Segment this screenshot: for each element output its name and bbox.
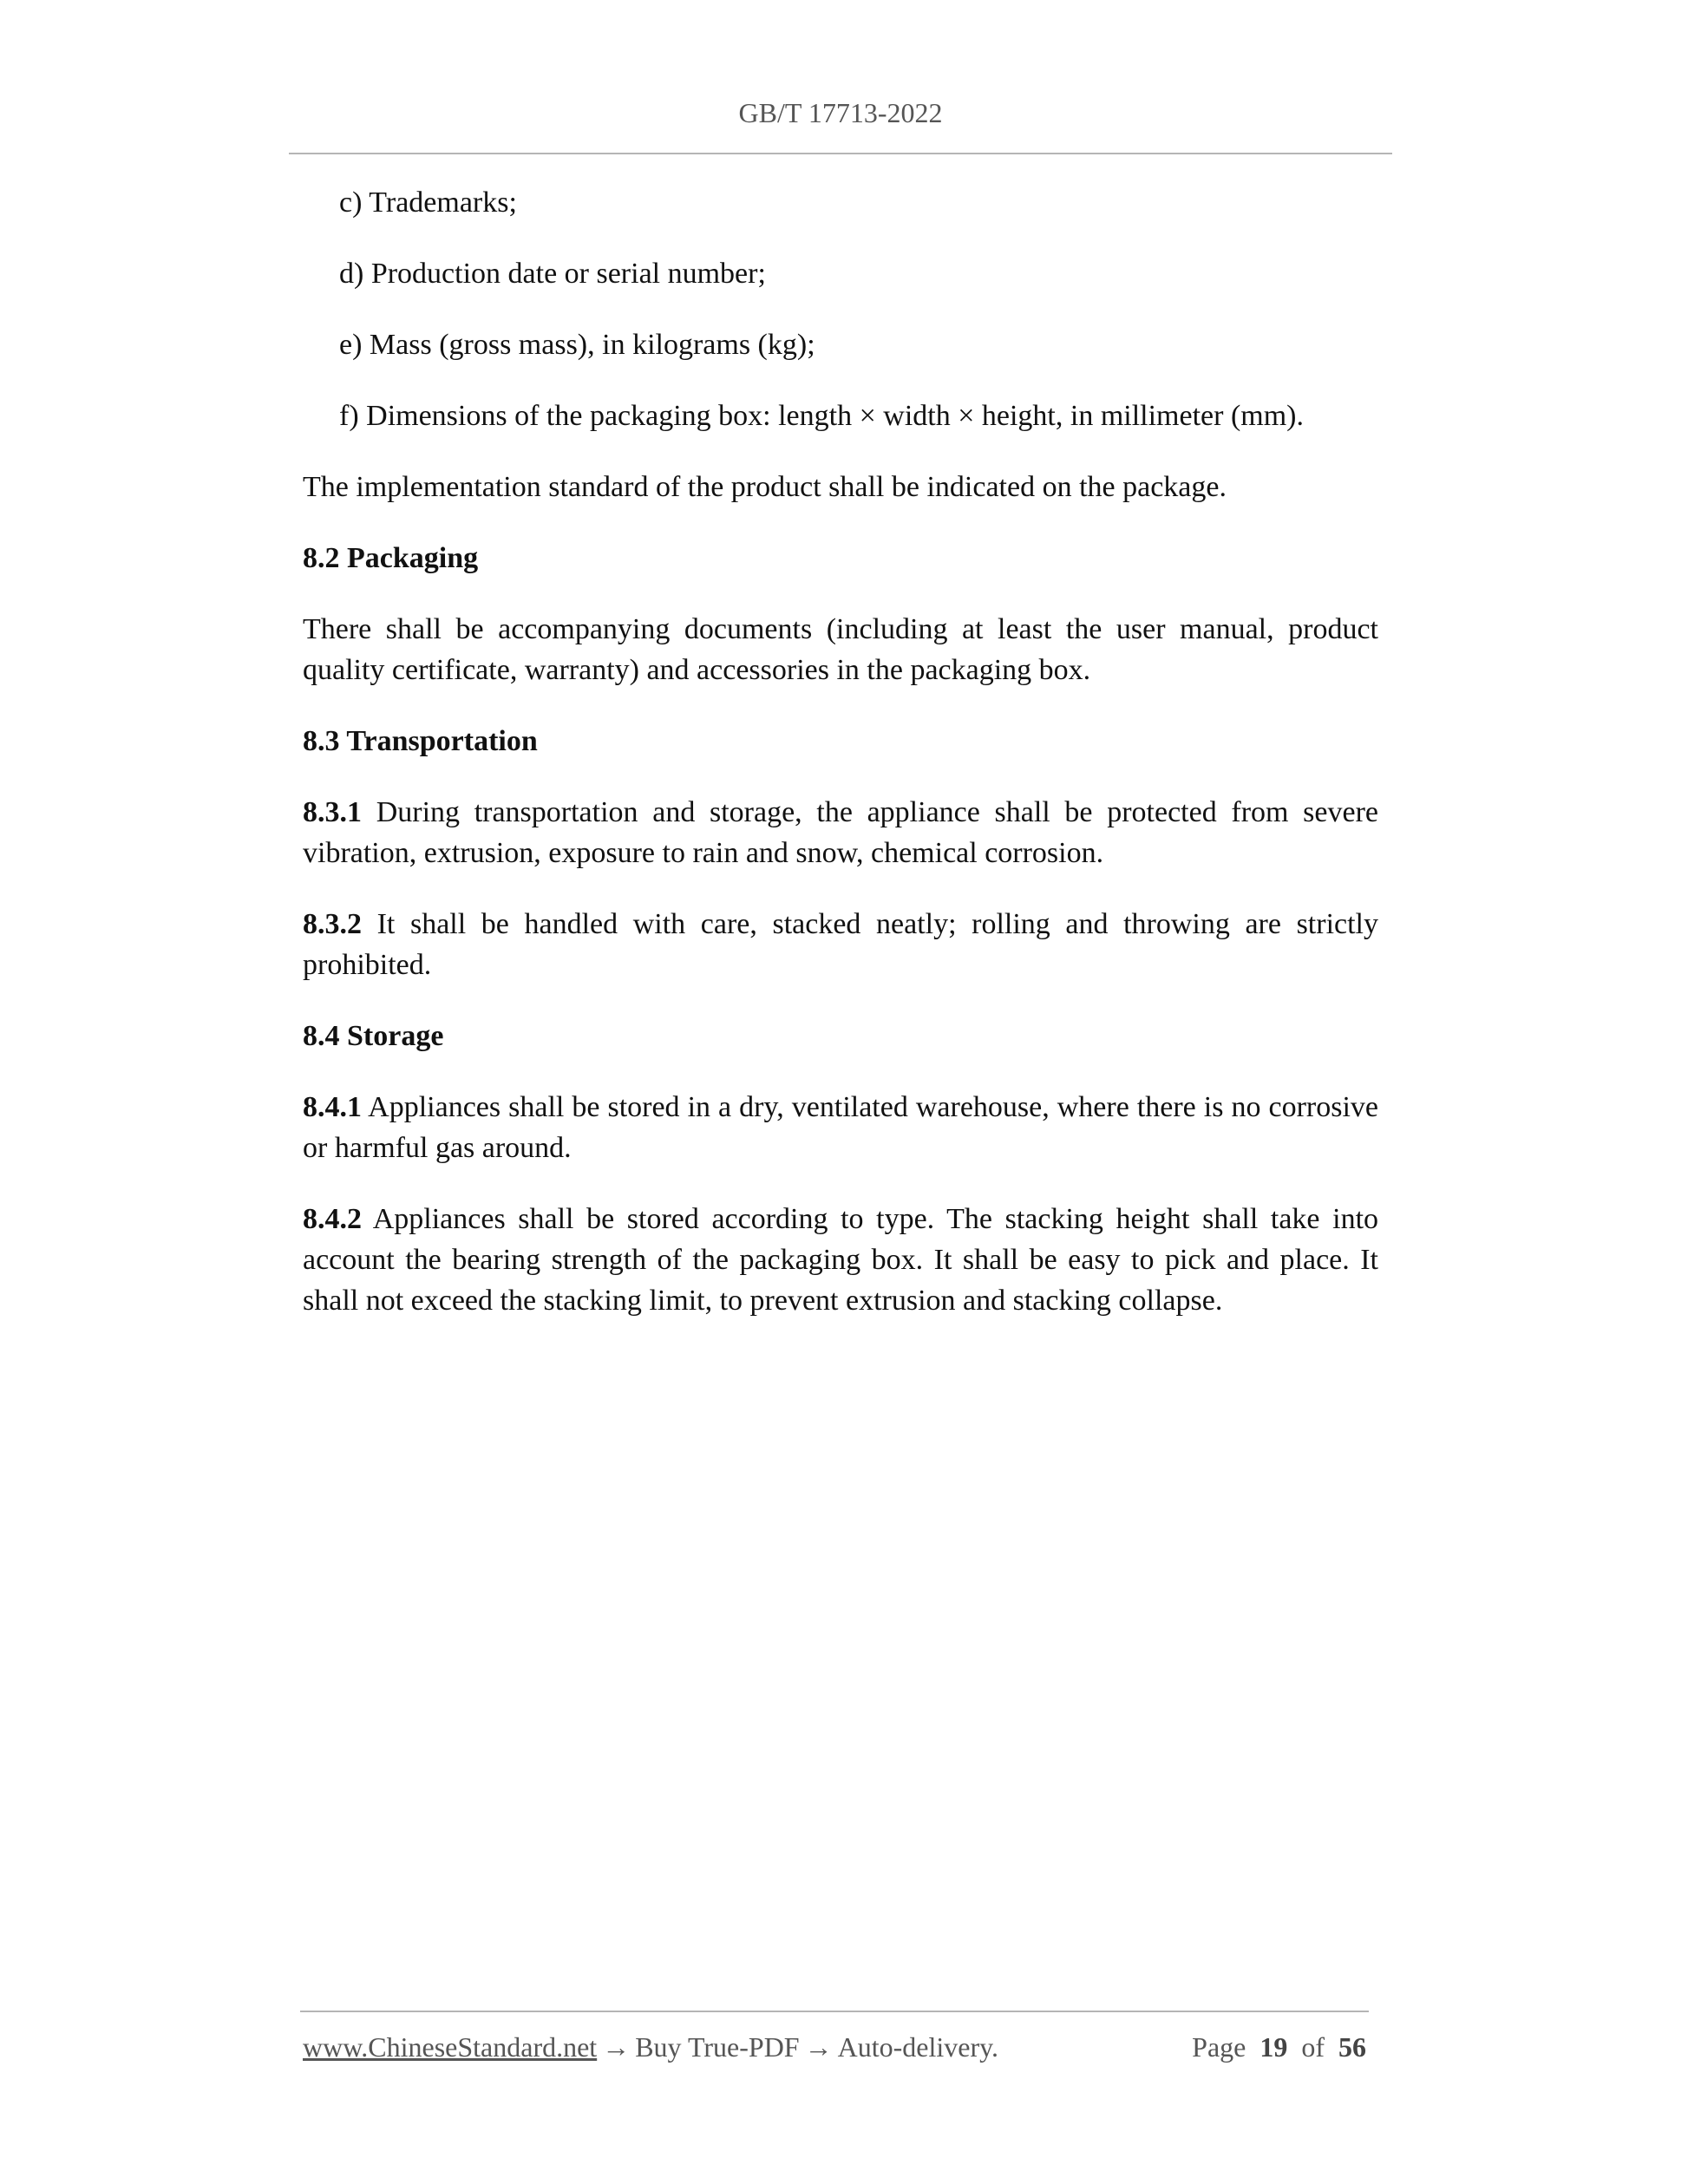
page-total: 56: [1338, 2031, 1366, 2063]
buy-true-pdf-text: Buy True-PDF: [635, 2031, 800, 2063]
page-label: Page: [1192, 2031, 1246, 2063]
clause-text: Appliances shall be stored according to type. The stacking height shall take into account the bearing strength of the packaging box. It shall be easy to pick and place. It shall not exceed the stacking limit, to prevent extrusion and stacking collapse.: [303, 1203, 1379, 1317]
list-item-f: f) Dimensions of the packaging box: length × width × height, in millimeter (mm).: [339, 400, 1304, 432]
section-heading-8-3: 8.3 Transportation: [303, 725, 538, 757]
page-number: [1192, 2031, 1366, 2063]
section-heading-8-4: 8.4 Storage: [303, 1020, 444, 1052]
footer-left: [303, 2031, 998, 2063]
list-item-d: d) Production date or serial number;: [339, 258, 766, 290]
auto-delivery-text: Auto-delivery.: [837, 2031, 999, 2063]
list-item-e: e) Mass (gross mass), in kilograms (kg);: [339, 329, 815, 361]
clause-8-4-1: [303, 1087, 1378, 1168]
clause-8-4-2: [303, 1199, 1378, 1321]
header-divider: [289, 153, 1392, 154]
page-content: [303, 182, 1378, 1351]
page-footer: [303, 2031, 1366, 2063]
clause-8-3-1: [303, 792, 1378, 873]
page-of-label: of: [1301, 2031, 1325, 2063]
list-item-c: c) Trademarks;: [339, 186, 517, 219]
site-link[interactable]: www.ChineseStandard.net: [303, 2031, 598, 2063]
clause-8-3-2: [303, 904, 1378, 985]
footer-divider: [300, 2011, 1369, 2012]
page-current: 19: [1259, 2031, 1288, 2063]
implementation-note: The implementation standard of the product shall be indicated on the package.: [303, 471, 1227, 503]
clause-number: 8.4.1: [303, 1091, 362, 1123]
arrow-right-icon: →: [804, 2031, 833, 2063]
section-heading-8-2: 8.2 Packaging: [303, 542, 479, 574]
running-header: GB/T 17713-2022: [738, 97, 943, 128]
section-text-8-2: There shall be accompanying documents (including at least the user manual, product quality certificate, warranty) and accessories in the packaging box.: [303, 613, 1378, 686]
clause-number: 8.3.2: [303, 908, 362, 940]
clause-text: During transportation and storage, the appliance shall be protected from severe vibration, extrusion, exposure to rain and snow, chemical corrosion.: [303, 796, 1378, 869]
clause-number: 8.4.2: [303, 1203, 362, 1235]
clause-number: 8.3.1: [303, 796, 362, 828]
arrow-right-icon: →: [602, 2031, 631, 2063]
clause-text: Appliances shall be stored in a dry, ventilated warehouse, where there is no corrosive or harmful gas around.: [303, 1091, 1379, 1164]
clause-text: It shall be handled with care, stacked neatly; rolling and throwing are strictly prohibited.: [303, 908, 1379, 981]
